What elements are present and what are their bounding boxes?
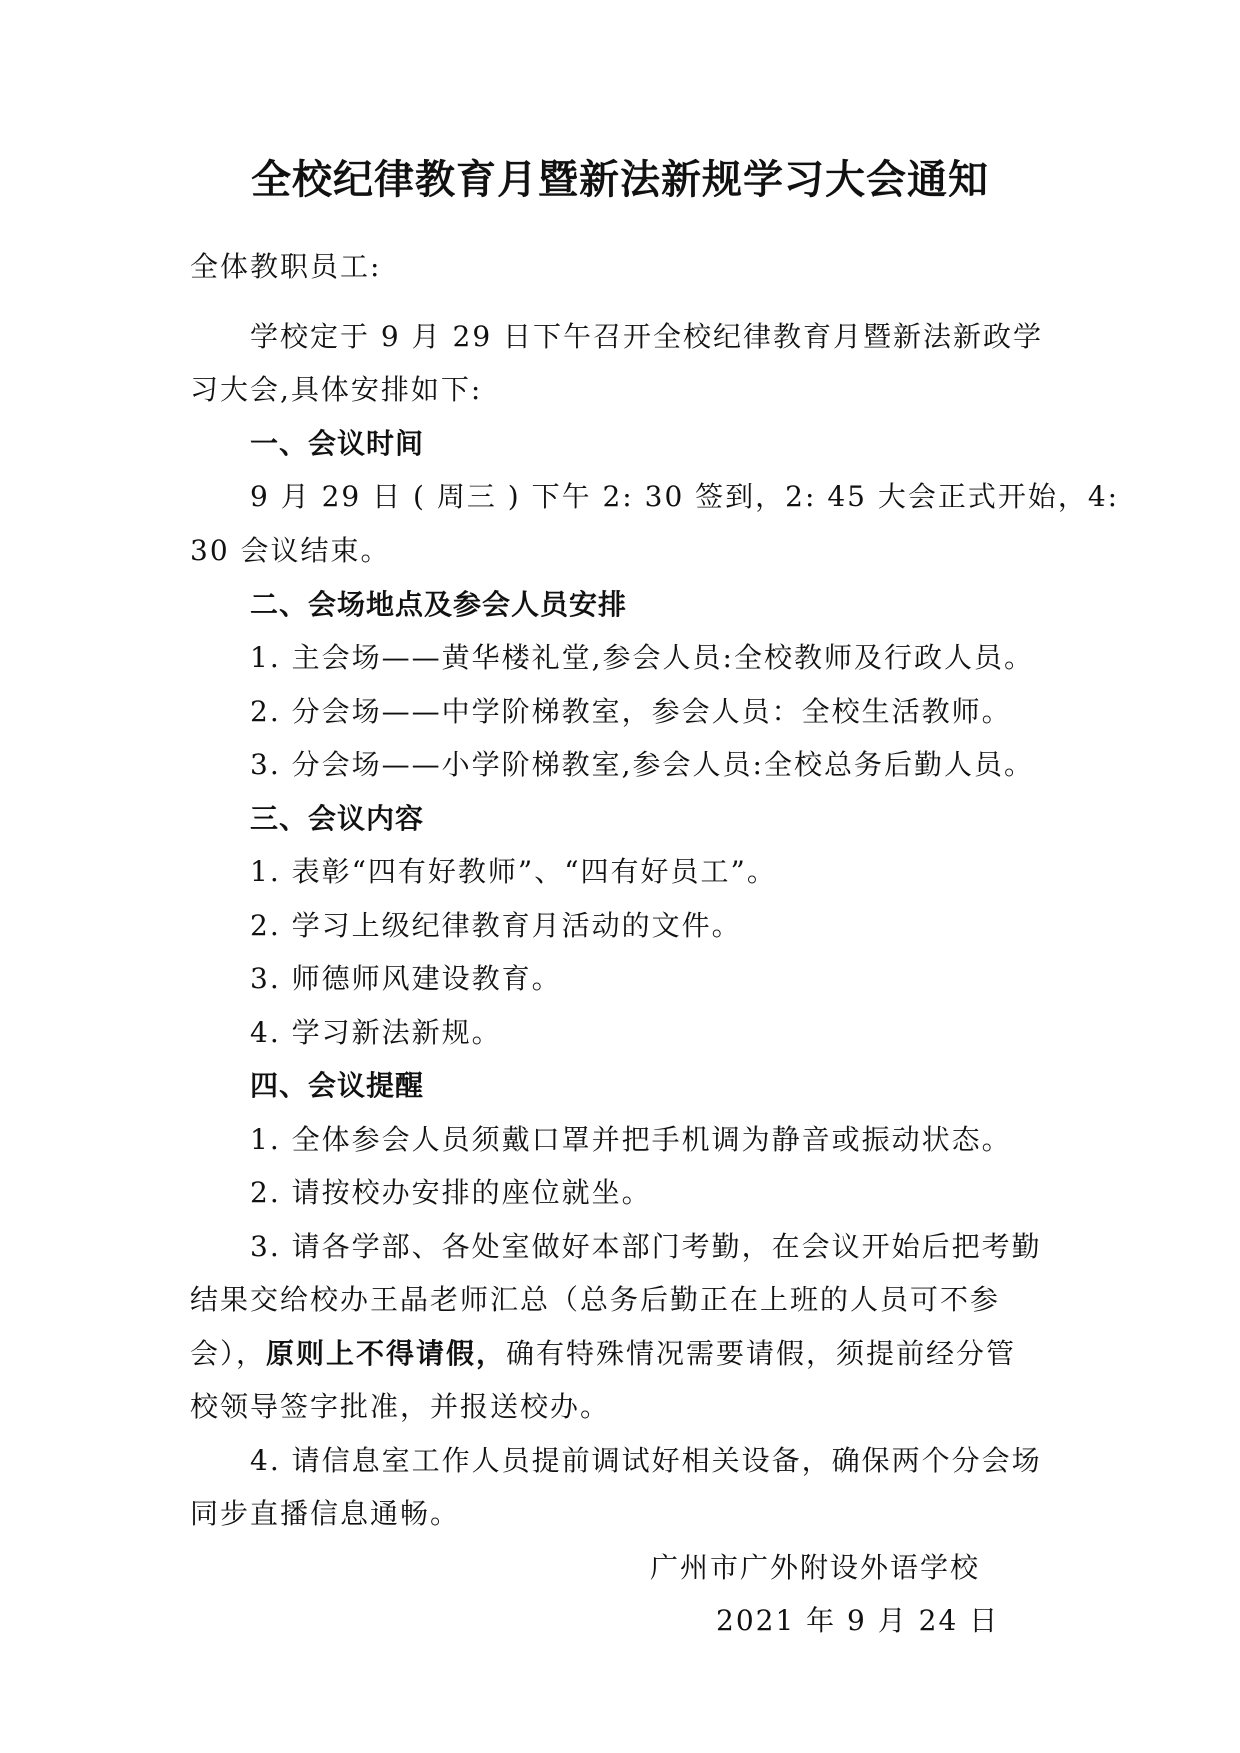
section-4-item-1: 1. 全体参会人员须戴口罩并把手机调为静音或振动状态。 (250, 1123, 1012, 1156)
section-4-item-3-line-3 (190, 1334, 1016, 1374)
page-title: 全校纪律教育月暨新法新规学习大会通知 (251, 156, 989, 203)
section-4-item-4-line-1: 4. 请信息室工作人员提前调试好相关设备，确保两个分会场 (250, 1444, 1042, 1477)
signature-date: 2021 年 9 月 24 日 (716, 1604, 1000, 1637)
intro-line-2: 习大会,具体安排如下: (190, 373, 483, 406)
section-1-heading: 一、会议时间 (250, 427, 425, 460)
no-leave-emphasis: 原则上不得请假， (266, 1337, 507, 1370)
section-4-item-3-line-4: 校领导签字批准，并报送校办。 (190, 1390, 611, 1423)
section-1-line-1: 9 月 29 日 ( 周三 ) 下午 2: 30 签到，2: 45 大会正式开始，4: (250, 480, 1120, 513)
section-2-item: 2. 分会场——中学阶梯教室，参会人员：全校生活教师。 (250, 695, 1012, 728)
section-4-item-2: 2. 请按校办安排的座位就坐。 (250, 1176, 652, 1209)
section-4-heading: 四、会议提醒 (250, 1069, 425, 1102)
section-1-line-2: 30 会议结束。 (190, 534, 391, 567)
signature-school: 广州市广外附设外语学校 (650, 1551, 981, 1584)
section-4-item-3-line-2: 结果交给校办王晶老师汇总（总务后勤正在上班的人员可不参 (190, 1283, 1001, 1316)
section-2-item: 1. 主会场——黄华楼礼堂,参会人员:全校教师及行政人员。 (250, 641, 1034, 674)
section-4-item-4-line-2: 同步直播信息通畅。 (190, 1497, 461, 1530)
intro-line-1: 学校定于 9 月 29 日下午召开全校纪律教育月暨新法新政学 (250, 320, 1044, 353)
section-3-heading: 三、会议内容 (250, 802, 425, 835)
section-4-item-3-line-1: 3. 请各学部、各处室做好本部门考勤，在会议开始后把考勤 (250, 1230, 1042, 1263)
section-2-item: 3. 分会场——小学阶梯教室,参会人员:全校总务后勤人员。 (250, 748, 1034, 781)
section-3-item: 3. 师德师风建设教育。 (250, 962, 562, 995)
text-segment: 确有特殊情况需要请假，须提前经分管 (506, 1337, 1017, 1370)
section-3-item: 4. 学习新法新规。 (250, 1016, 502, 1049)
section-2-heading: 二、会场地点及参会人员安排 (250, 588, 628, 621)
text-segment: 会）， (190, 1337, 267, 1370)
section-3-item: 1. 表彰“四有好教师”、“四有好员工”。 (250, 855, 777, 888)
greeting: 全体教职员工: (190, 250, 382, 283)
section-3-item: 2. 学习上级纪律教育月活动的文件。 (250, 909, 742, 942)
